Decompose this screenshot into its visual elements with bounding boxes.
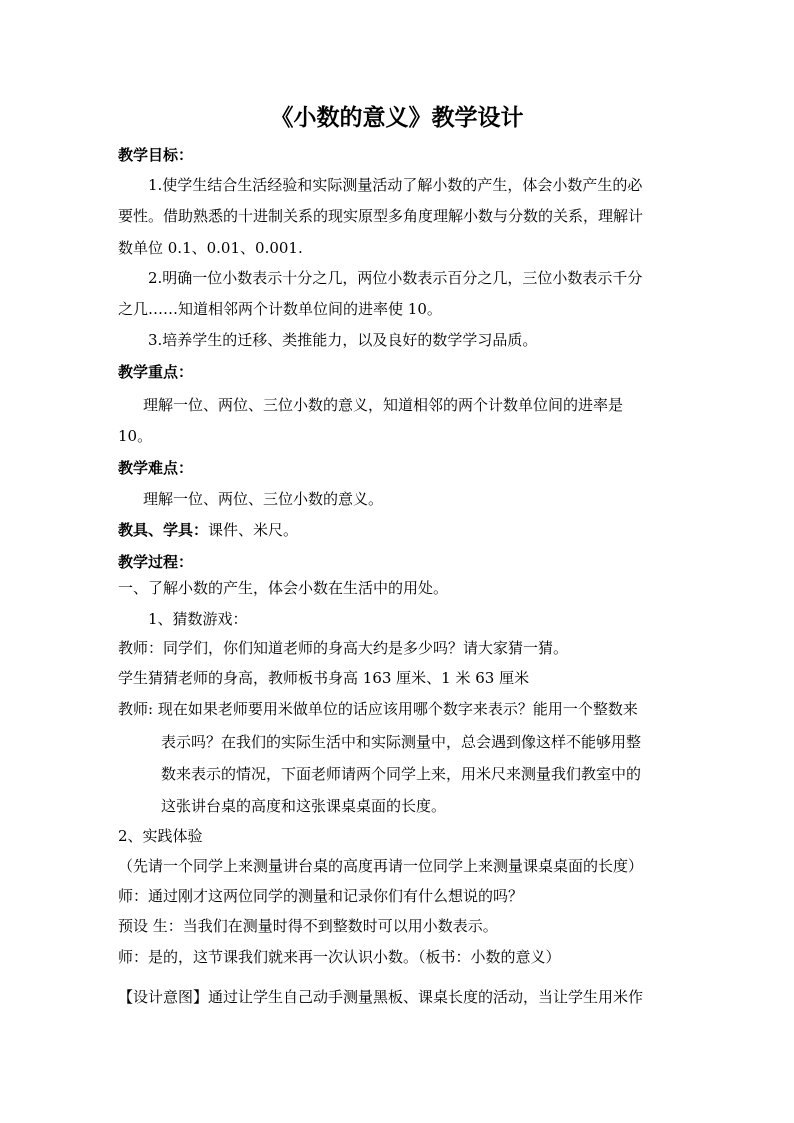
goal-1-line-2: 要性。借助熟悉的十进制关系的现实原型多角度理解小数与分数的关系，理解计 — [118, 207, 644, 225]
tools-line — [118, 518, 298, 542]
tools-text: 课件、米尺。 — [208, 521, 299, 539]
step-1-1: 1、猜数游戏： — [148, 610, 248, 628]
difficulty-heading: 教学难点： — [118, 459, 194, 477]
goal-3: 3.培养学生的迁移、类推能力，以及良好的数学学习品质。 — [148, 331, 538, 349]
dialog-4: 师：通过刚才这两位同学的测量和记录你们有什么想说的吗？ — [118, 887, 524, 905]
key-heading: 教学重点： — [118, 363, 194, 381]
goal-2-line-2: 之几……知道相邻两个计数单位间的进率使 10。 — [118, 300, 442, 318]
dialog-3-line-4: 这张讲台桌的高度和这张课桌桌面的长度。 — [161, 797, 447, 815]
key-line-2: 10。 — [118, 427, 153, 445]
goal-1-line-3: 数单位 0.1、0.01、0.001. — [118, 239, 303, 257]
dialog-3-line-2: 表示吗？在我们的实际生活中和实际测量中，总会遇到像这样不能够用整 — [161, 733, 642, 751]
process-heading: 教学过程： — [118, 553, 194, 571]
goal-heading: 教学目标： — [118, 146, 194, 164]
dialog-3-line-1: 教师: 现在如果老师要用米做单位的话应该用哪个数字来表示？能用一个整数来 — [118, 700, 638, 718]
key-line-1: 理解一位、两位、三位小数的意义，知道相邻的两个计数单位间的进率是 — [143, 396, 624, 414]
tools-label: 教具、学具： — [118, 521, 209, 539]
dialog-6: 师：是的，这节课我们就来再一次认识小数。（板书：小数的意义） — [118, 948, 561, 966]
dialog-5: 预设 生：当我们在测量时得不到整数时可以用小数表示。 — [118, 917, 498, 935]
difficulty-text: 理解一位、两位、三位小数的意义。 — [143, 490, 384, 508]
goal-2-line-1: 2.明确一位小数表示十分之几，两位小数表示百分之几，三位小数表示千分 — [148, 269, 643, 287]
dialog-1: 教师：同学们，你们知道老师的身高大约是多少吗？请大家猜一猜。 — [118, 639, 569, 657]
dialog-3-line-3: 数来表示的情况，下面老师请两个同学上来，用米尺来测量我们教室中的 — [161, 765, 642, 783]
step-2-note: （先请一个同学上来测量讲台桌的高度再请一位同学上来测量课桌桌面的长度） — [118, 857, 644, 875]
dialog-2: 学生猜猜老师的身高，教师板书身高 163 厘米、1 米 63 厘米 — [118, 669, 530, 687]
step-2: 2、实践体验 — [118, 827, 203, 845]
goal-1-line-1: 1.使学生结合生活经验和实际测量活动了解小数的产生，体会小数产生的必 — [148, 176, 643, 194]
design-intent: 【设计意图】通过让学生自己动手测量黑板、课桌长度的活动，当让学生用米作 — [118, 988, 644, 1006]
document-title: 《小数的意义》教学设计 — [270, 104, 524, 131]
step-1: 一、了解小数的产生，体会小数在生活中的用处。 — [118, 579, 449, 597]
